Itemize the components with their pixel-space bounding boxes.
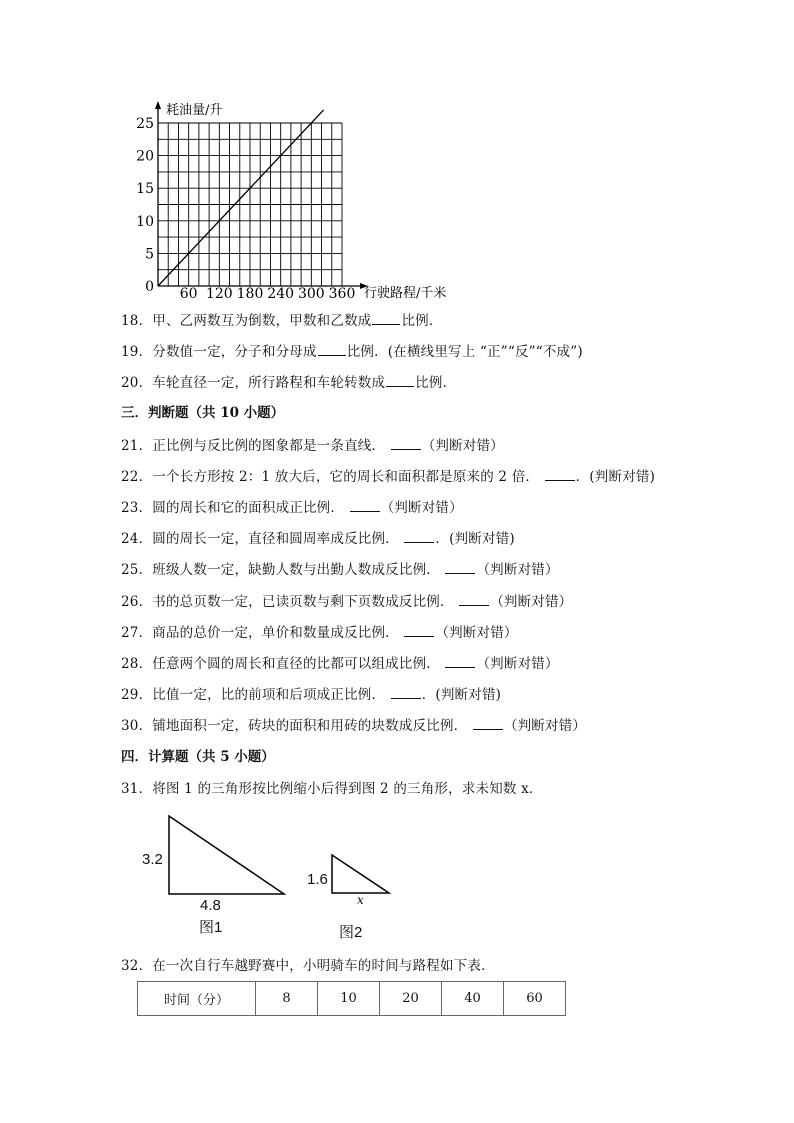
figure-1-triangle xyxy=(166,814,288,896)
table-cell: 20 xyxy=(380,982,442,1016)
answer-blank[interactable] xyxy=(350,498,380,512)
question-18: 18．甲、乙两数互为倒数，甲数和乙数成 比例． xyxy=(121,313,443,329)
y-axis-label: 耗油量/升 xyxy=(166,103,223,118)
table-cell: 8 xyxy=(256,982,318,1016)
question-19: 19．分数值一定，分子和分母成 比例．(在横线里写上 “正”“反”“不成”) xyxy=(121,344,583,360)
question-31: 31．将图 1 的三角形按比例缩小后得到图 2 的三角形，求未知数 x． xyxy=(121,781,543,797)
question-20: 20．车轮直径一定，所行路程和车轮转数成 比例． xyxy=(121,375,457,391)
question-21: 21．正比例与反比例的图象都是一条直线． （判断对错） xyxy=(121,438,504,454)
table-cell: 40 xyxy=(442,982,504,1016)
time-distance-table xyxy=(137,981,566,1016)
x-tick-label: 120 xyxy=(205,286,233,302)
answer-blank[interactable] xyxy=(404,623,434,637)
figure-2-caption: 图2 xyxy=(339,924,363,941)
chart-grid xyxy=(158,123,342,286)
question-32: 32．在一次自行车越野赛中，小明骑车的时间与路程如下表． xyxy=(121,958,495,974)
question-28: 28．任意两个圆的周长和直径的比都可以组成比例． （判断对错） xyxy=(121,656,559,672)
question-27: 27．商品的总价一定，单价和数量成反比例． （判断对错） xyxy=(121,625,518,641)
answer-blank[interactable] xyxy=(372,311,400,325)
question-30: 30．铺地面积一定，砖块的面积和用砖的块数成反比例． （判断对错） xyxy=(121,718,587,734)
figure-2-triangle xyxy=(330,853,392,895)
figure-1-caption: 图1 xyxy=(199,919,223,936)
answer-blank[interactable] xyxy=(473,716,503,730)
x-tick-label: 360 xyxy=(328,286,356,302)
question-29: 29．比值一定，比的前项和后项成正比例． ．(判断对错) xyxy=(121,687,502,703)
table-cell: 60 xyxy=(504,982,566,1016)
x-tick-label: 60 xyxy=(179,286,198,302)
y-tick-label: 0 xyxy=(145,279,154,295)
section-4-heading: 四．计算题（共 5 小题） xyxy=(121,749,275,765)
x-axis-label: 行驶路程/千米 xyxy=(364,286,447,301)
answer-blank[interactable] xyxy=(404,529,434,543)
y-tick-label: 5 xyxy=(145,246,154,263)
y-tick-label: 25 xyxy=(136,116,154,132)
figure-1-base-label: 4.8 xyxy=(200,897,221,914)
answer-blank[interactable] xyxy=(391,436,421,450)
figure-2-base-label: x xyxy=(357,893,364,907)
table-cell: 10 xyxy=(318,982,380,1016)
y-axis-arrow xyxy=(155,101,161,109)
y-tick-label: 20 xyxy=(136,148,154,165)
table-header-cell: 时间（分） xyxy=(138,982,256,1016)
question-22: 22．一个长方形按 2：1 放大后，它的周长和面积都是原来的 2 倍． ．(判断对错) xyxy=(121,469,656,485)
section-3-heading: 三．判断题（共 10 小题） xyxy=(121,405,285,421)
question-26: 26．书的总页数一定，已读页数与剩下页数成反比例． （判断对错） xyxy=(121,594,573,610)
table-row xyxy=(138,982,566,1016)
y-tick-label: 10 xyxy=(136,213,154,230)
y-tick-label: 15 xyxy=(136,181,154,198)
question-25: 25．班级人数一定，缺勤人数与出勤人数成反比例． （判断对错） xyxy=(121,562,559,578)
answer-blank[interactable] xyxy=(459,592,489,606)
answer-blank[interactable] xyxy=(445,654,475,668)
question-23: 23．圆的周长和它的面积成正比例． （判断对错） xyxy=(121,500,463,516)
answer-blank[interactable] xyxy=(386,373,414,387)
answer-blank[interactable] xyxy=(445,560,475,574)
answer-blank[interactable] xyxy=(391,685,421,699)
series-line xyxy=(158,110,324,286)
fuel-distance-chart xyxy=(136,98,470,303)
figure-1-height-label: 3.2 xyxy=(142,851,163,868)
answer-blank[interactable] xyxy=(545,467,575,481)
x-tick-label: 300 xyxy=(297,286,325,302)
x-tick-label: 180 xyxy=(236,286,264,302)
figure-2-height-label: 1.6 xyxy=(307,871,328,888)
question-24: 24．圆的周长一定，直径和圆周率成反比例． ．(判断对错) xyxy=(121,531,515,547)
x-tick-label: 240 xyxy=(267,286,295,302)
answer-blank[interactable] xyxy=(318,342,346,356)
chart-axes xyxy=(155,101,368,289)
